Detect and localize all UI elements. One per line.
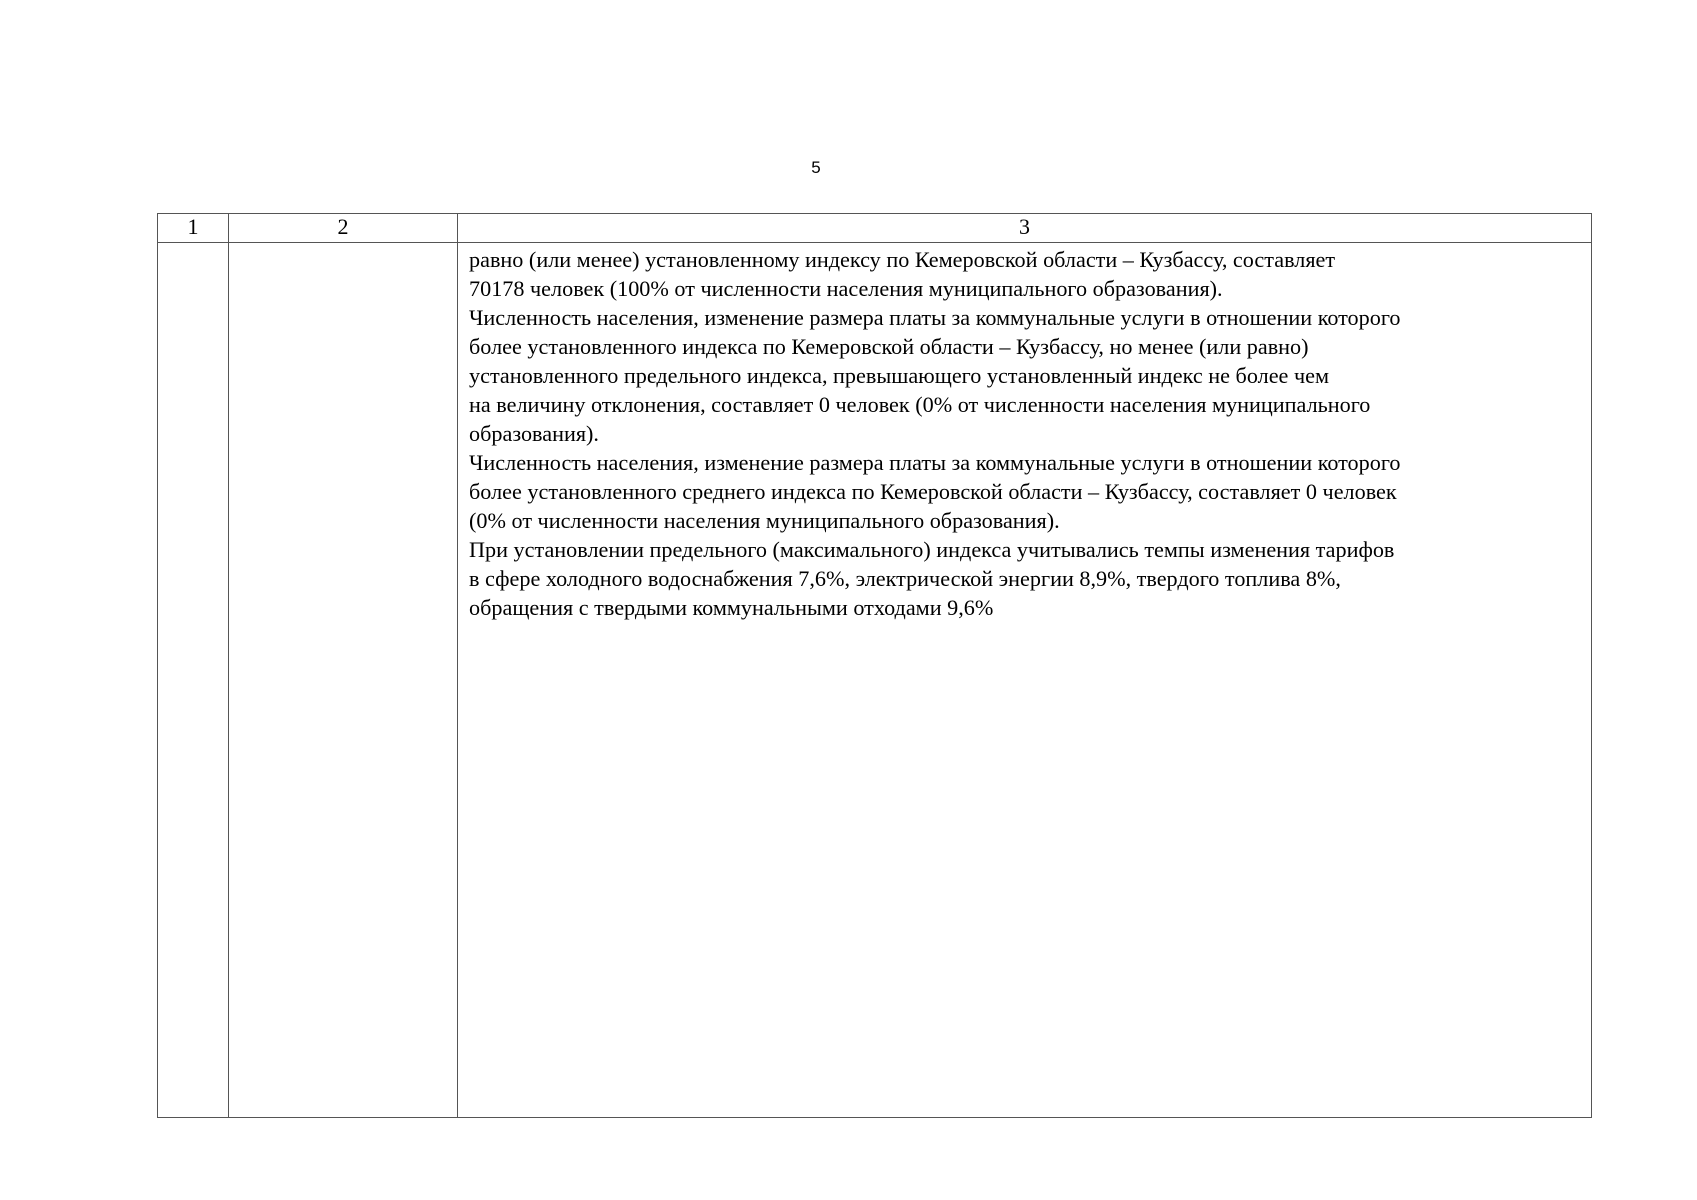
text-line: установленного предельного индекса, превышающего установленный индекс не более чем: [469, 363, 1329, 388]
text-line: Численность населения, изменение размера платы за коммунальные услуги в отношении которого: [469, 305, 1401, 330]
cell-col3: [458, 243, 1592, 1118]
text-line: равно (или менее) установленному индексу по Кемеровской области – Кузбассу, составляет: [469, 247, 1336, 272]
text-line: Численность населения, изменение размера платы за коммунальные услуги в отношении которого: [469, 450, 1401, 475]
header-cell-3: 3: [458, 214, 1592, 243]
header-cell-1: 1: [158, 214, 229, 243]
text-line: (0% от численности населения муниципального образования).: [469, 508, 1060, 533]
text-line: более установленного индекса по Кемеровской области – Кузбассу, но менее (или равно): [469, 334, 1309, 359]
text-line: образования).: [469, 421, 599, 446]
table-header-row: [158, 214, 1592, 243]
text-line: При установлении предельного (максимального) индекса учитывались темпы изменения тарифов: [469, 537, 1395, 562]
page-number: 5: [811, 158, 821, 177]
document-table: [157, 213, 1592, 1118]
text-line: более установленного среднего индекса по Кемеровской области – Кузбассу, составляет 0 человек: [469, 479, 1397, 504]
text-line: обращения с твердыми коммунальными отходами 9,6%: [469, 595, 994, 620]
text-line: 70178 человек (100% от численности населения муниципального образования).: [469, 276, 1223, 301]
table-row: [158, 243, 1592, 1118]
text-line: на величину отклонения, составляет 0 человек (0% от численности населения муниципального: [469, 392, 1371, 417]
header-cell-2: 2: [229, 214, 458, 243]
cell-col2: [229, 243, 458, 1118]
cell-col1: [158, 243, 229, 1118]
text-line: в сфере холодного водоснабжения 7,6%, электрической энергии 8,9%, твердого топлива 8%,: [469, 566, 1341, 591]
